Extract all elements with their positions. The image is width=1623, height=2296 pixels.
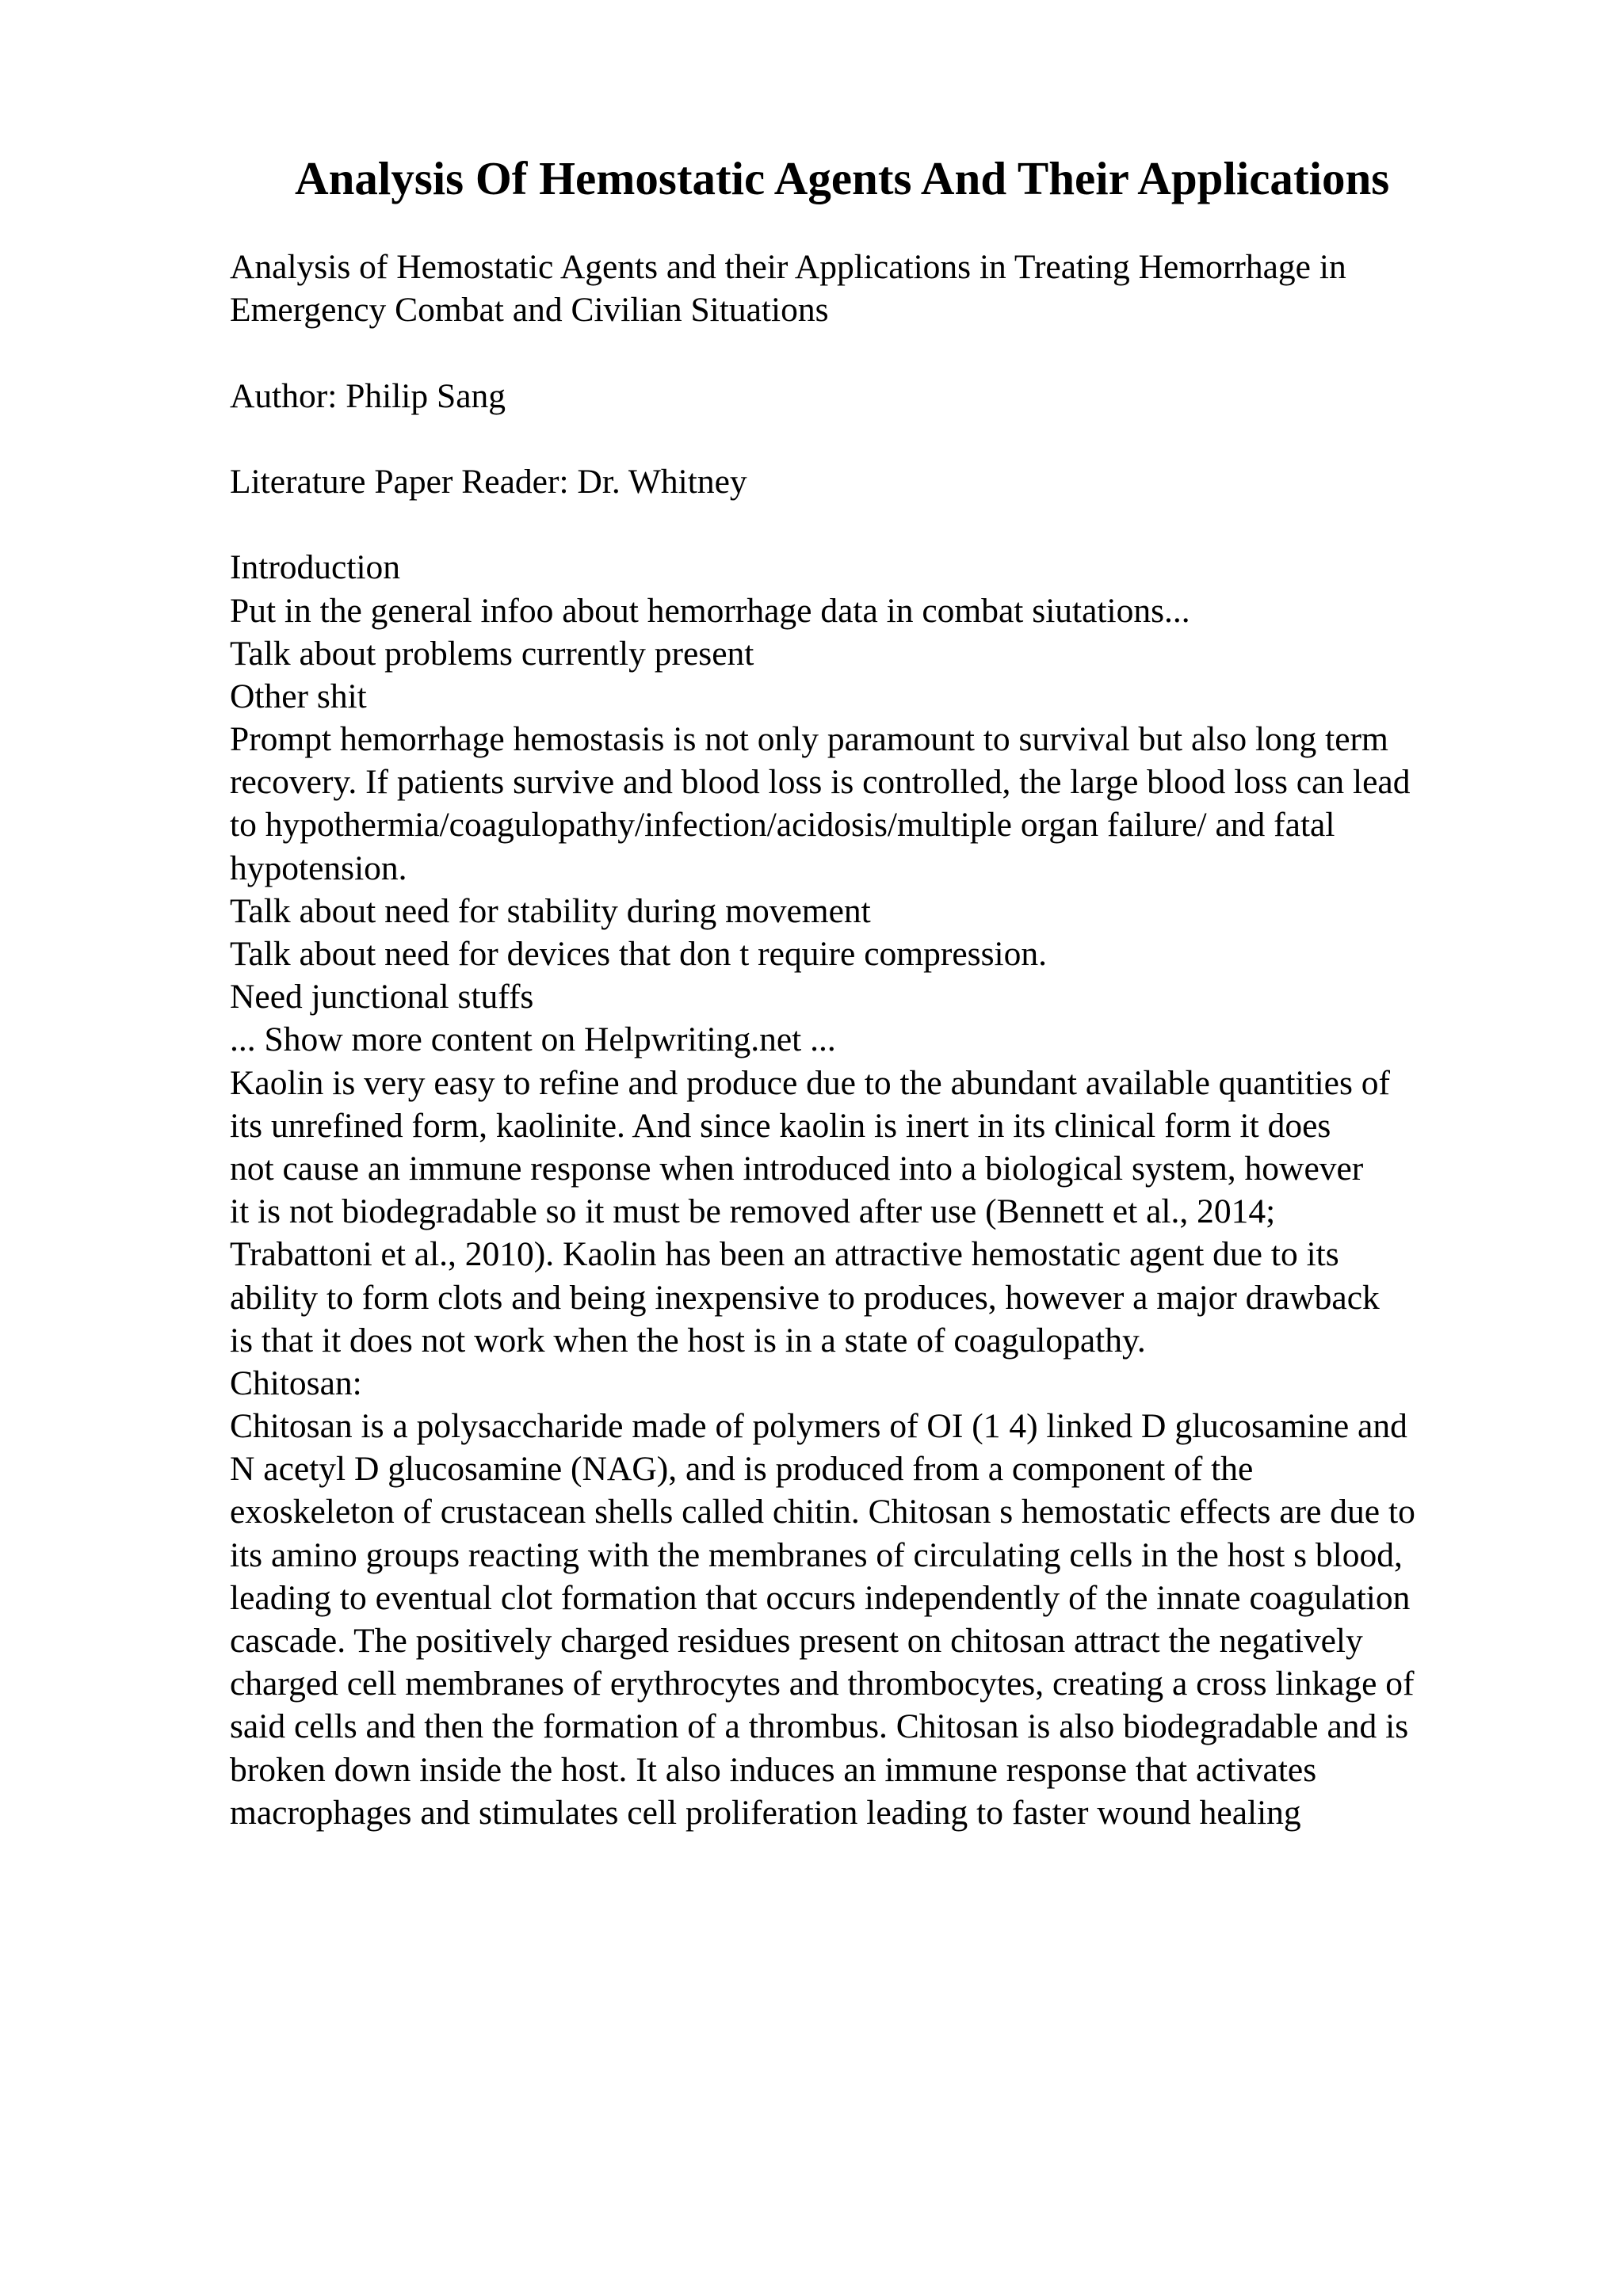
body-text-line: Trabattoni et al., 2010). Kaolin has been an attractive hemostatic agent due to its <box>230 1235 1339 1274</box>
paragraph-gap <box>230 331 1593 374</box>
body-text-line: hypotension. <box>230 849 407 887</box>
subtitle-line: Emergency Combat and Civilian Situations <box>230 291 829 330</box>
body-text-line: Chitosan is a polysaccharide made of polymers of OI (1 4) linked D glucosamine and <box>230 1407 1407 1446</box>
body-text-line: it is not biodegradable so it must be removed after use (Bennett et al., 2014; <box>230 1192 1276 1231</box>
body-text-line: to hypothermia/coagulopathy/infection/acidosis/multiple organ failure/ and fatal <box>230 806 1335 845</box>
main-text <box>230 546 1593 1834</box>
body-text-line: Talk about problems currently present <box>230 634 754 673</box>
body-text-line: N acetyl D glucosamine (NAG), and is produced from a component of the <box>230 1450 1254 1489</box>
document-title: Analysis Of Hemostatic Agents And Their Applications <box>295 152 1390 204</box>
body-text-line: Other shit <box>230 677 367 715</box>
body-text-line: is that it does not work when the host is in a state of coagulopathy. <box>230 1321 1146 1360</box>
body-text-line: Put in the general infoo about hemorrhage data in combat siutations... <box>230 591 1190 630</box>
paragraph-gap <box>230 503 1593 546</box>
body-text-line: leading to eventual clot formation that occurs independently of the innate coagulation <box>230 1578 1411 1617</box>
body-text-line: Need junctional stuffs <box>230 978 534 1016</box>
author-line: Author: Philip Sang <box>230 376 506 415</box>
document-body <box>230 246 1593 1834</box>
body-text-line: its amino groups reacting with the membranes of circulating cells in the host s blood, <box>230 1535 1403 1574</box>
body-text-line: charged cell membranes of erythrocytes and thrombocytes, creating a cross linkage of <box>230 1665 1415 1703</box>
body-text-line: Kaolin is very easy to refine and produce due to the abundant available quantities of <box>230 1063 1391 1102</box>
body-text-line: Prompt hemorrhage hemostasis is not only paramount to survival but also long term <box>230 720 1388 759</box>
body-text-line: said cells and then the formation of a thrombus. Chitosan is also biodegradable and is <box>230 1707 1409 1746</box>
body-text-line: its unrefined form, kaolinite. And since kaolin is inert in its clinical form it does <box>230 1106 1331 1145</box>
body-text-line: broken down inside the host. It also induces an immune response that activates <box>230 1750 1317 1789</box>
body-text-line: Chitosan: <box>230 1363 362 1402</box>
body-text-line: Introduction <box>230 548 401 587</box>
reader-line: Literature Paper Reader: Dr. Whitney <box>230 462 747 501</box>
body-text-line: recovery. If patients survive and blood loss is controlled, the large blood loss can lead <box>230 763 1411 802</box>
subtitle-line: Analysis of Hemostatic Agents and their Applications in Treating Hemorrhage in <box>230 248 1346 286</box>
body-text-line: Talk about need for devices that don t require compression. <box>230 935 1047 973</box>
body-text-line: exoskeleton of crustacean shells called chitin. Chitosan s hemostatic effects are due to <box>230 1493 1415 1531</box>
body-text-line: cascade. The positively charged residues present on chitosan attract the negatively <box>230 1622 1363 1660</box>
body-text-line: ... Show more content on Helpwriting.net ... <box>230 1020 836 1059</box>
body-text-line: not cause an immune response when introduced into a biological system, however <box>230 1149 1364 1188</box>
body-text-line: ability to form clots and being inexpensive to produces, however a major drawback <box>230 1278 1380 1317</box>
body-text-line: Talk about need for stability during movement <box>230 891 871 930</box>
paragraph-gap <box>230 418 1593 460</box>
body-text-line: macrophages and stimulates cell proliferation leading to faster wound healing <box>230 1793 1301 1832</box>
